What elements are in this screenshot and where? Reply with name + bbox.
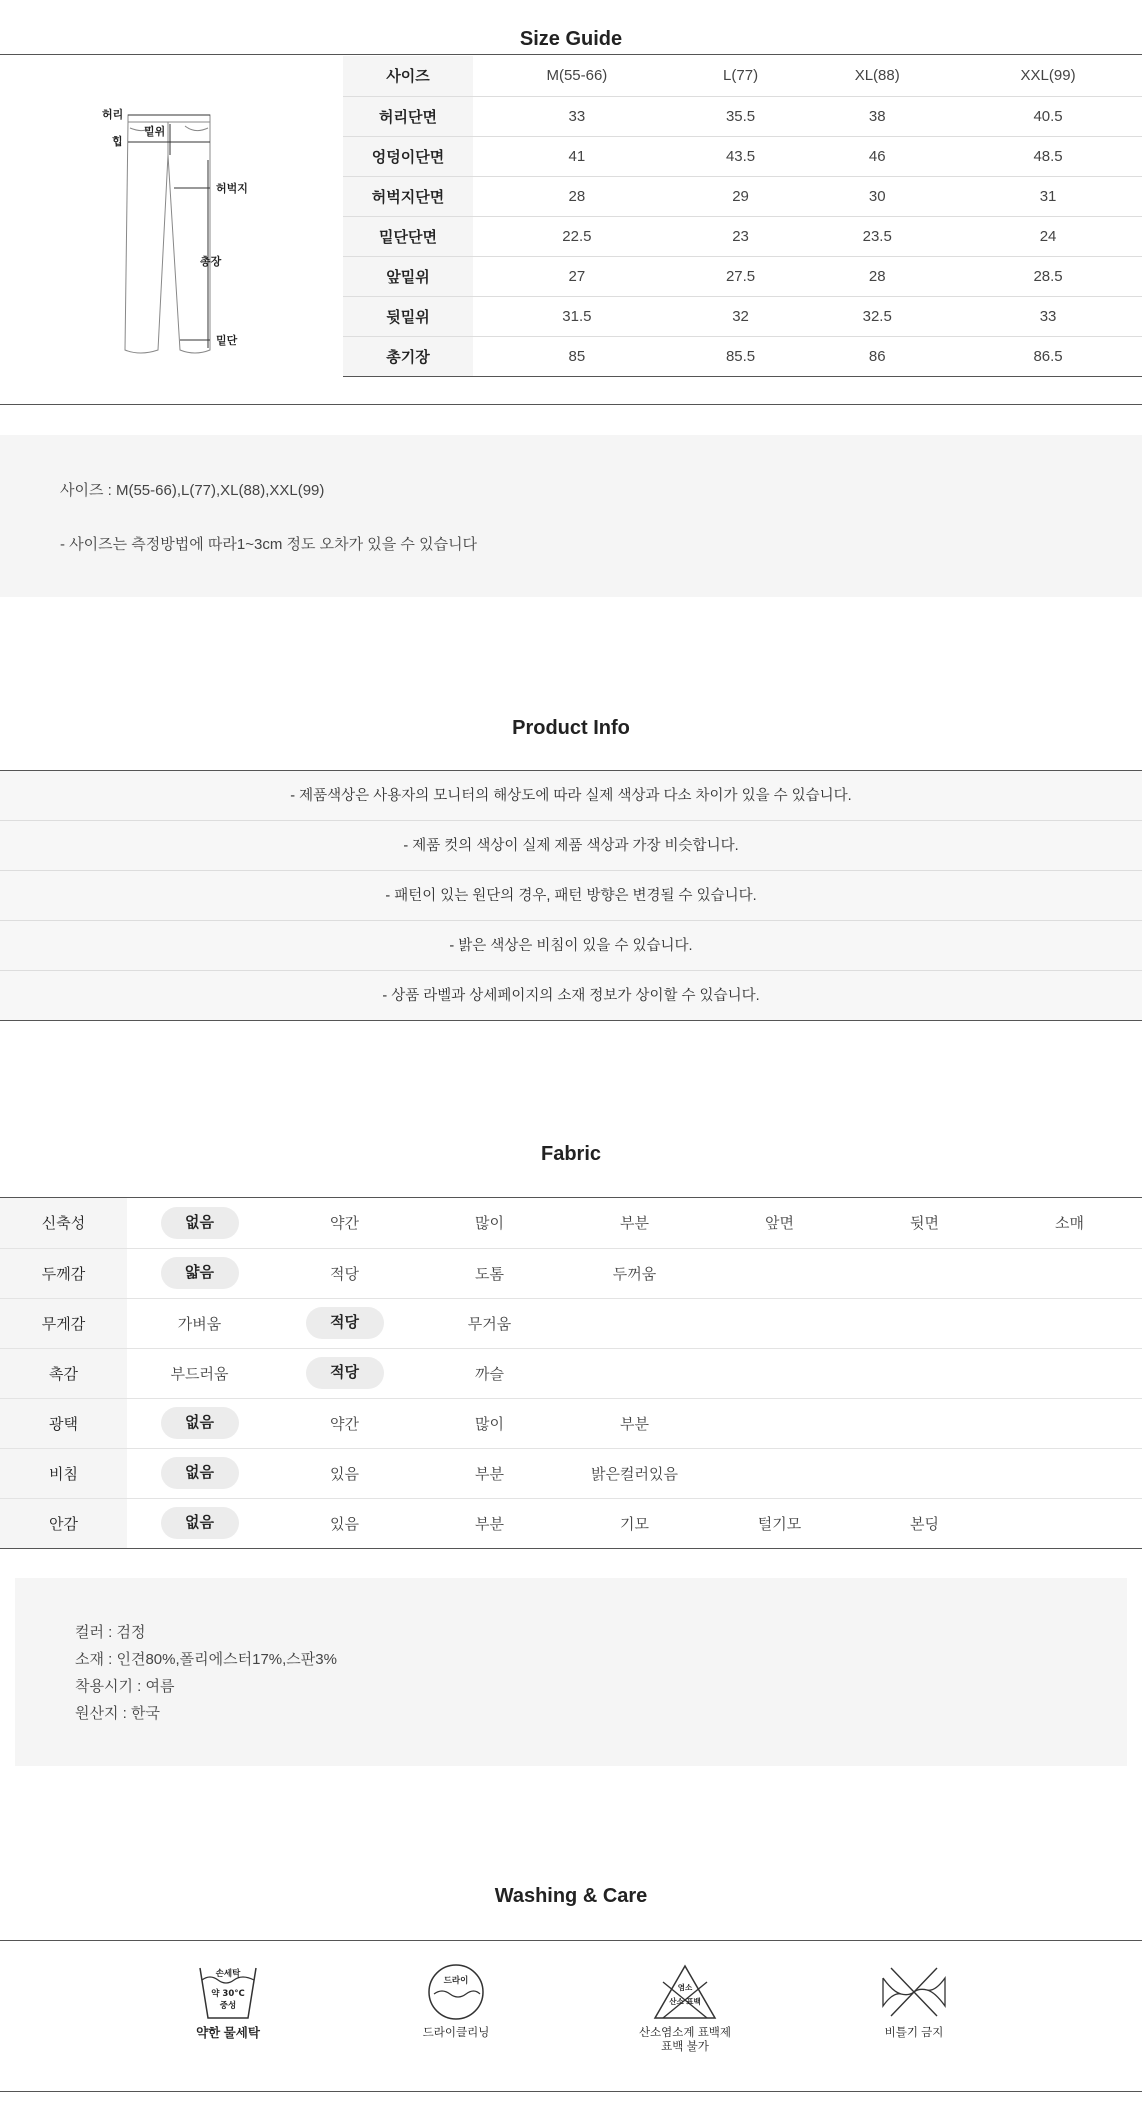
size-value-cell: 86 <box>800 336 954 376</box>
size-value-cell: 22.5 <box>473 216 681 256</box>
fabric-option-selected: 적당 <box>306 1307 384 1339</box>
care-item-hand-wash <box>148 1962 308 2040</box>
fabric-option-selected: 없음 <box>161 1207 239 1239</box>
fabric-option-cell <box>852 1348 997 1398</box>
size-row-label: 허리단면 <box>343 96 473 136</box>
care-item-dry-clean <box>376 1962 536 2040</box>
fabric-row <box>0 1448 1142 1498</box>
fabric-option-cell <box>127 1448 272 1498</box>
fabric-option-selected: 없음 <box>161 1407 239 1439</box>
product-info-item: - 상품 라벨과 상세페이지의 소재 정보가 상이할 수 있습니다. <box>0 971 1142 1021</box>
dry-clean-icon-text: 드라이 <box>443 1976 469 1986</box>
fabric-option: 약간 <box>330 1415 359 1433</box>
diagram-thigh-label: 허벅지 <box>216 182 248 195</box>
washing-title: Washing & Care <box>494 1885 648 1907</box>
fabric-option: 부분 <box>620 1415 649 1433</box>
size-value-cell: 24 <box>954 216 1142 256</box>
size-value-cell: 27 <box>473 256 681 296</box>
size-value-cell: 31.5 <box>473 296 681 336</box>
fabric-option-cell <box>852 1398 997 1448</box>
size-value-cell: 86.5 <box>954 336 1142 376</box>
fabric-option-selected: 적당 <box>306 1357 384 1389</box>
size-value-cell: 38 <box>800 96 954 136</box>
fabric-option-cell <box>707 1198 852 1248</box>
diagram-waist-label: 허리 <box>102 108 124 121</box>
fabric-option-cell <box>272 1198 417 1248</box>
diagram-hip-label: 힙 <box>112 135 123 148</box>
fabric-row-label: 두께감 <box>0 1248 127 1298</box>
fabric-option: 기모 <box>620 1515 649 1533</box>
fabric-option: 앞면 <box>765 1215 794 1233</box>
size-table <box>343 56 1142 377</box>
fabric-option-cell <box>562 1248 707 1298</box>
fabric-option-cell <box>707 1398 852 1448</box>
fabric-option-selected: 없음 <box>161 1507 239 1539</box>
size-header-cell: XL(88) <box>800 56 954 96</box>
size-row-label: 허벅지단면 <box>343 176 473 216</box>
fabric-option: 가벼움 <box>177 1315 222 1333</box>
fabric-option: 많이 <box>475 1215 504 1233</box>
diagram-length-label: 총장 <box>200 255 222 268</box>
fabric-option-cell <box>272 1448 417 1498</box>
fabric-detail-color: 컬러 : 검정 <box>75 1624 146 1641</box>
fabric-option: 무거움 <box>467 1315 512 1333</box>
fabric-option-cell <box>417 1248 562 1298</box>
fabric-option-cell <box>417 1198 562 1248</box>
size-header-cell: M(55-66) <box>473 56 681 96</box>
size-value-cell: 35.5 <box>681 96 801 136</box>
no-bleach-icon-chlorine-text: 염소 <box>677 1983 693 1992</box>
product-info-item: - 제품색상은 사용자의 모니터의 해상도에 따라 실제 색상과 다소 차이가 있을 수 있습니다. <box>0 771 1142 821</box>
fabric-option-cell <box>997 1498 1142 1548</box>
fabric-option-cell <box>997 1198 1142 1248</box>
fabric-option-cell <box>852 1248 997 1298</box>
size-note-error: - 사이즈는 측정방법에 따라1~3cm 정도 오차가 있을 수 있습니다 <box>60 536 478 553</box>
fabric-option-cell <box>997 1298 1142 1348</box>
fabric-option-cell <box>127 1298 272 1348</box>
size-row-label: 밑단단면 <box>343 216 473 256</box>
size-value-cell: 41 <box>473 136 681 176</box>
care-label-no-bleach-line2: 표백 불가 <box>661 2041 709 2053</box>
fabric-option-cell <box>417 1498 562 1548</box>
size-table-row <box>343 256 1142 296</box>
fabric-details-box <box>15 1578 1127 1766</box>
size-row-label: 뒷밑위 <box>343 296 473 336</box>
fabric-option-cell <box>562 1298 707 1348</box>
fabric-option-cell <box>417 1348 562 1398</box>
fabric-option-cell <box>127 1248 272 1298</box>
fabric-option-cell <box>272 1348 417 1398</box>
size-table-row <box>343 176 1142 216</box>
fabric-option-cell <box>997 1348 1142 1398</box>
fabric-table <box>0 1198 1142 1549</box>
fabric-row-label: 촉감 <box>0 1348 127 1398</box>
fabric-row-label: 무게감 <box>0 1298 127 1348</box>
product-info-item: - 밝은 색상은 비침이 있을 수 있습니다. <box>0 921 1142 971</box>
fabric-option-cell <box>127 1198 272 1248</box>
size-row-label: 총기장 <box>343 336 473 376</box>
care-label-hand-wash: 약한 물세탁 <box>196 2026 260 2040</box>
fabric-option-cell <box>852 1448 997 1498</box>
product-info-title: Product Info <box>512 717 630 739</box>
fabric-option-cell <box>127 1498 272 1548</box>
product-info-list <box>0 771 1142 1021</box>
size-value-cell: 46 <box>800 136 954 176</box>
size-table-header <box>343 56 1142 96</box>
fabric-option-cell <box>562 1398 707 1448</box>
fabric-option-cell <box>707 1348 852 1398</box>
size-value-cell: 28 <box>473 176 681 216</box>
size-value-cell: 33 <box>473 96 681 136</box>
fabric-detail-material: 소재 : 인견80%,폴리에스터17%,스판3% <box>75 1651 337 1668</box>
fabric-option-cell <box>272 1398 417 1448</box>
fabric-option-cell <box>707 1298 852 1348</box>
size-value-cell: 27.5 <box>681 256 801 296</box>
fabric-option-cell <box>562 1348 707 1398</box>
fabric-option-cell <box>852 1298 997 1348</box>
pants-measurement-diagram <box>90 100 260 375</box>
fabric-option: 두꺼움 <box>612 1265 657 1283</box>
fabric-option-cell <box>562 1448 707 1498</box>
fabric-option: 도톰 <box>475 1265 504 1283</box>
size-table-row <box>343 136 1142 176</box>
fabric-row-label: 광택 <box>0 1398 127 1448</box>
fabric-row-label: 안감 <box>0 1498 127 1548</box>
size-value-cell: 32.5 <box>800 296 954 336</box>
size-guide-bottom-rule <box>0 404 1142 405</box>
fabric-option: 소매 <box>1055 1215 1084 1233</box>
fabric-option-cell <box>127 1348 272 1398</box>
fabric-row <box>0 1298 1142 1348</box>
fabric-option-cell <box>707 1498 852 1548</box>
care-label-no-wring: 비틀기 금지 <box>884 2027 944 2039</box>
fabric-option: 부분 <box>475 1465 504 1483</box>
fabric-option: 밝은컬러있음 <box>591 1465 678 1483</box>
size-note-box <box>0 435 1142 597</box>
size-table-row <box>343 96 1142 136</box>
size-row-label: 앞밑위 <box>343 256 473 296</box>
size-value-cell: 43.5 <box>681 136 801 176</box>
product-info-item: - 패턴이 있는 원단의 경우, 패턴 방향은 변경될 수 있습니다. <box>0 871 1142 921</box>
fabric-option-cell <box>997 1448 1142 1498</box>
fabric-option: 있음 <box>330 1465 359 1483</box>
fabric-option-cell <box>562 1198 707 1248</box>
fabric-title: Fabric <box>540 1143 602 1165</box>
fabric-option: 있음 <box>330 1515 359 1533</box>
size-table-row <box>343 296 1142 336</box>
size-value-cell: 29 <box>681 176 801 216</box>
hand-wash-icon-temp-text: 약 30°C <box>211 1989 245 1999</box>
fabric-row <box>0 1198 1142 1248</box>
fabric-row-label: 비침 <box>0 1448 127 1498</box>
fabric-detail-season: 착용시기 : 여름 <box>75 1678 175 1695</box>
fabric-option-cell <box>707 1448 852 1498</box>
fabric-option-cell <box>997 1398 1142 1448</box>
size-table-row <box>343 336 1142 376</box>
size-value-cell: 30 <box>800 176 954 216</box>
hand-wash-icon-neutral-text: 중성 <box>219 2001 237 2011</box>
hand-wash-icon-top-text: 손세탁 <box>215 1969 241 1979</box>
fabric-option-cell <box>127 1398 272 1448</box>
fabric-detail-origin: 원산지 : 한국 <box>75 1705 160 1722</box>
size-value-cell: 85.5 <box>681 336 801 376</box>
fabric-option: 부드러움 <box>170 1365 229 1383</box>
size-value-cell: 32 <box>681 296 801 336</box>
size-value-cell: 31 <box>954 176 1142 216</box>
fabric-option: 약간 <box>330 1215 359 1233</box>
hand-wash-icon <box>196 1962 260 2022</box>
size-guide-title: Size Guide <box>519 28 623 50</box>
size-value-cell: 48.5 <box>954 136 1142 176</box>
washing-top-rule <box>0 1940 1142 1941</box>
size-note-sizes: 사이즈 : M(55-66),L(77),XL(88),XXL(99) <box>60 482 325 499</box>
care-label-no-bleach: 산소염소계 표백제 <box>638 2027 732 2039</box>
size-table-row <box>343 216 1142 256</box>
size-value-cell: 28 <box>800 256 954 296</box>
fabric-row <box>0 1248 1142 1298</box>
fabric-option-cell <box>852 1498 997 1548</box>
size-value-cell: 23 <box>681 216 801 256</box>
size-value-cell: 85 <box>473 336 681 376</box>
fabric-option: 털기모 <box>757 1515 802 1533</box>
fabric-option-cell <box>997 1248 1142 1298</box>
size-value-cell: 33 <box>954 296 1142 336</box>
fabric-option-cell <box>562 1498 707 1548</box>
fabric-option: 뒷면 <box>910 1215 939 1233</box>
size-value-cell: 28.5 <box>954 256 1142 296</box>
fabric-row <box>0 1398 1142 1448</box>
fabric-option: 부분 <box>620 1215 649 1233</box>
fabric-option-selected: 없음 <box>161 1457 239 1489</box>
fabric-option-cell <box>272 1248 417 1298</box>
fabric-option-cell <box>417 1398 562 1448</box>
product-info-item: - 제품 컷의 색상이 실제 제품 색상과 가장 비슷합니다. <box>0 821 1142 871</box>
diagram-rise-label: 밑위 <box>144 125 166 138</box>
size-guide-top-rule <box>0 54 1142 55</box>
care-item-no-wring <box>834 1962 994 2040</box>
fabric-option: 본딩 <box>910 1515 939 1533</box>
fabric-option-cell <box>852 1198 997 1248</box>
fabric-row <box>0 1348 1142 1398</box>
care-label-dry-clean: 드라이클리닝 <box>422 2027 490 2039</box>
fabric-option: 부분 <box>475 1515 504 1533</box>
dry-clean-icon <box>424 1962 488 2022</box>
care-item-no-bleach <box>605 1962 765 2054</box>
fabric-option: 많이 <box>475 1415 504 1433</box>
no-bleach-icon-oxygen-text: 산소 표백 <box>669 1997 701 2006</box>
fabric-option: 까슬 <box>475 1365 504 1383</box>
no-wring-icon <box>879 1962 949 2022</box>
fabric-row <box>0 1498 1142 1548</box>
size-header-cell: 사이즈 <box>343 56 473 96</box>
size-row-label: 엉덩이단면 <box>343 136 473 176</box>
fabric-option: 적당 <box>330 1265 359 1283</box>
washing-bottom-rule <box>0 2091 1142 2092</box>
size-header-cell: L(77) <box>681 56 801 96</box>
fabric-option-cell <box>272 1498 417 1548</box>
no-bleach-icon <box>653 1962 717 2022</box>
fabric-option-cell <box>272 1298 417 1348</box>
fabric-option-cell <box>417 1448 562 1498</box>
size-header-cell: XXL(99) <box>954 56 1142 96</box>
fabric-option-cell <box>417 1298 562 1348</box>
fabric-option-cell <box>707 1248 852 1298</box>
fabric-row-label: 신축성 <box>0 1198 127 1248</box>
fabric-option-selected: 얇음 <box>161 1257 239 1289</box>
size-value-cell: 40.5 <box>954 96 1142 136</box>
diagram-hem-label: 밑단 <box>216 334 238 347</box>
size-value-cell: 23.5 <box>800 216 954 256</box>
